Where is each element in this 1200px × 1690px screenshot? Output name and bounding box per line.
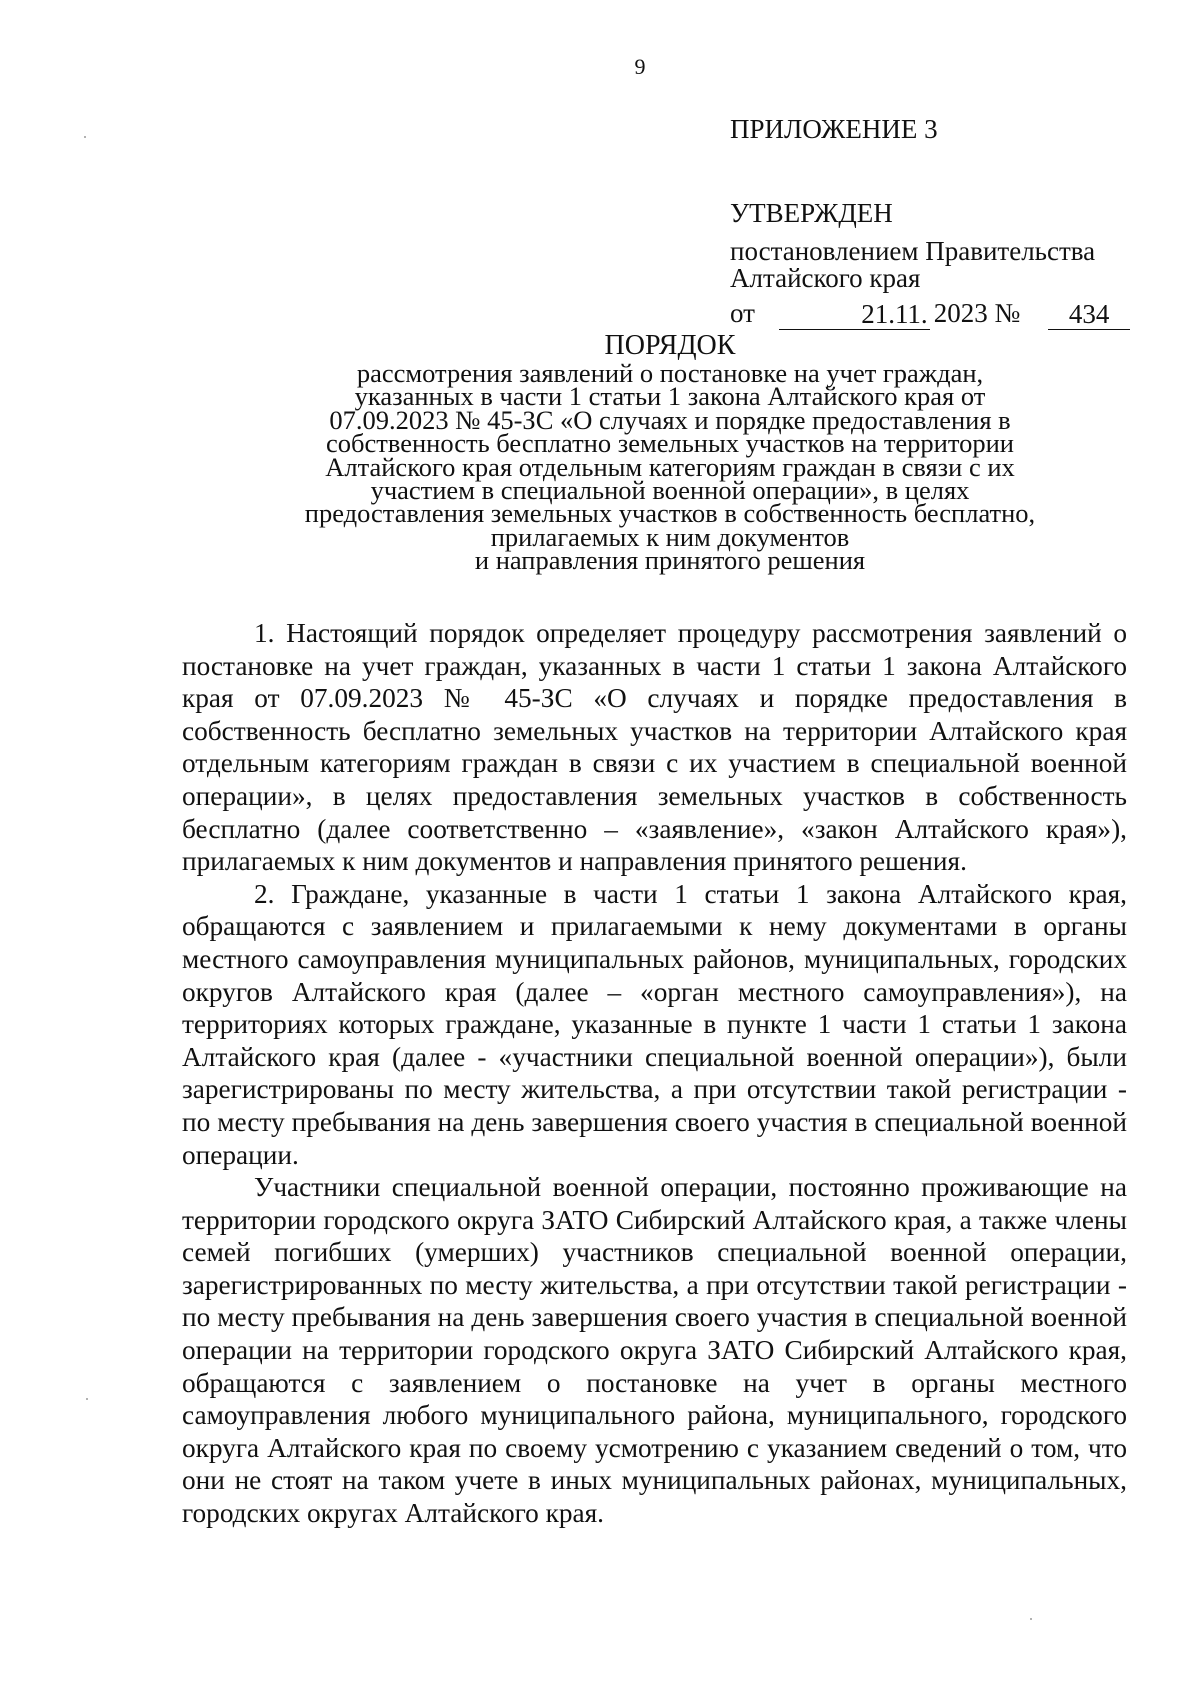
subtitle-line: предоставления земельных участков в собственность бесплатно, [304, 498, 1036, 529]
decree-year: 2023 № [933, 298, 1021, 328]
subtitle-line: прилагаемых к ним документов [490, 521, 850, 552]
decree-date-line [730, 296, 1130, 330]
document-title: ПОРЯДОК [604, 330, 736, 361]
subtitle-line: указанных в части 1 статьи 1 закона Алтайского края от [354, 381, 986, 412]
appendix-label: ПРИЛОЖЕНИЕ 3 [730, 114, 938, 144]
scan-speck [1030, 1618, 1032, 1620]
decree-line: Алтайского края [730, 263, 921, 293]
subtitle-line: и направления принятого решения [474, 545, 866, 576]
decree-text [730, 238, 1130, 292]
subtitle-line: рассмотрения заявлений о постановке на учет граждан, [356, 358, 984, 388]
document-subtitle [220, 358, 1120, 576]
decree-date-field: 21.11. [779, 299, 930, 330]
scan-speck [86, 1398, 88, 1400]
document-body [182, 617, 1127, 1530]
paragraph: Участники специальной военной операции, постоянно проживающие на территории городского округа ЗАТО Сибирский Алтайского края, а также члены семей погибших (умерших) участников специальной военной операции, зарегистрированных по месту жительства, а при отсутствии такой регистрации - по месту пребывания на день завершения своего участия в специальной военной операции на территории городского округа ЗАТО Сибирский Алтайского края, обращаются с заявлением о постановке на учет в органы местного самоуправления любого муниципального района, муниципального, городского округа Алтайского края по своему усмотрению с указанием сведений о том, что они не стоят на таком учете в иных муниципальных районах, муниципальных, городских округах Алтайского края. [182, 1172, 1127, 1529]
scan-speck [84, 136, 86, 138]
decree-line: постановлением Правительства [730, 236, 1096, 266]
approved-label: УТВЕРЖДЕН [730, 198, 893, 228]
paragraph: 2. Граждане, указанные в части 1 статьи 1 закона Алтайского края, обращаются с заявлением и прилагаемыми к нему документами в органы местного самоуправления муниципальных районов, муниципальных, городских округов Алтайского края (далее – «орган местного самоуправления»), на территориях которых граждане, указанные в пункте 1 части 1 статьи 1 закона Алтайского края (далее - «участники специальной военной операции»), были зарегистрированы по месту жительства, а при отсутствии такой регистрации - по месту пребывания на день завершения своего участия в специальной военной операции. [182, 878, 1127, 1170]
subtitle-line: участием в специальной военной операции», в целях [370, 475, 970, 506]
subtitle-line: собственность бесплатно земельных участков на территории [326, 428, 1014, 459]
date-prefix: от [730, 298, 755, 328]
subtitle-line: 07.09.2023 № 45-ЗС «О случаях и порядке предоставления в [329, 404, 1011, 435]
page-number: 9 [634, 54, 646, 79]
document-title-block [220, 330, 1120, 576]
paragraph: 1. Настоящий порядок определяет процедуру рассмотрения заявлений о постановке на учет граждан, указанных в части 1 статьи 1 закона Алтайского края от 07.09.2023 № 45-ЗС «О случаях и порядке предоставления в собственность бесплатно земельных участков на территории Алтайского края отдельным категориям граждан в связи с их участием в специальной военной операции», в целях предоставления земельных участков в собственность бесплатно (далее соответственно – «заявление», «закон Алтайского края»), прилагаемых к ним документов и направления принятого решения. [182, 618, 1127, 877]
subtitle-line: Алтайского края отдельным категориям граждан в связи с их [325, 451, 1015, 482]
decree-number-field: 434 [1048, 299, 1130, 330]
approval-block [730, 112, 1130, 330]
